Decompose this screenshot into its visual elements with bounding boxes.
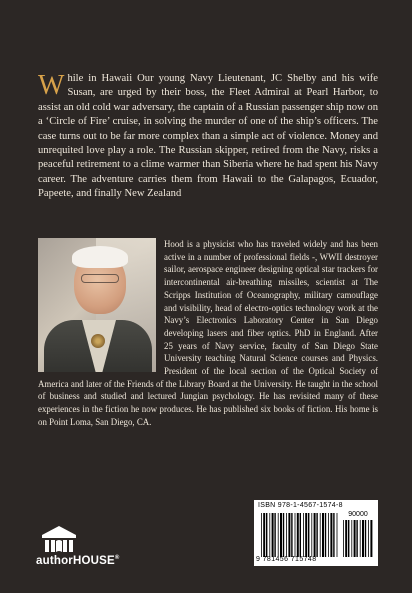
synopsis-blurb xyxy=(38,72,378,202)
isbn-barcode xyxy=(254,500,378,566)
book-house-logo-icon xyxy=(40,525,78,555)
author-section xyxy=(38,238,378,429)
isbn-label: ISBN 978-1-4567-1574-8 xyxy=(258,502,343,509)
author-bio: Hood is a physicist who has traveled widely and has been active in a number of professional fields -, WWII destroyer sailor, aerospace engineer designing optical star trackers for intercontinental air-breathing missiles, scientist at The Scripps Institution of Oceanography, military camouflage and visibility, head of electro-optics technology work at the Navy’s Electronics Laboratory Center in San Diego developing lasers and fiber optics. PhD in England. After 25 years of Navy service, faculty of San Diego State University teaching Natural Science courses and Physics. President of the local section of the Optical Society of America and later of the Friends of the Library Board at the University. He taught in the school of business and studied and lectured Jungian psychology. He has revisited many of these experiences in the fiction he now produces. He has published six books of fiction. His home is on Point Loma, San Diego, CA. xyxy=(38,239,378,427)
synopsis-text: hile in Hawaii Our young Navy Lieutenant, JC Shelby and his wife Susan, are urged by their boss, the Fleet Admiral at Pearl Harbor, to assist an old cold war adversary, the captain of a Russian passenger ship now on a ‘Circle of Fire’ cruise, in solving the murder of one of the ship’s officers. The case turns out to be far more complex than a simple act of violence. Money and unrequited love play a role. The Russian skipper, retired from the Navy, risks a peaceful retirement to a clime warmer than Siberia where he had spent his Navy career. The adventure carries them from Hawaii to the Galapagos, Ecuador, Papeete, and finally New Zealand xyxy=(38,73,378,200)
ean-number: 9 781456 715748 xyxy=(256,556,317,563)
addon-barcode-bars xyxy=(342,520,374,557)
addon-number: 90000 xyxy=(348,511,368,518)
ean-barcode-bars xyxy=(260,513,340,557)
publisher-name: authorHOUSE® xyxy=(36,555,120,567)
publisher-logo xyxy=(36,525,136,571)
drop-cap: W xyxy=(38,70,65,101)
author-photo xyxy=(38,238,156,372)
